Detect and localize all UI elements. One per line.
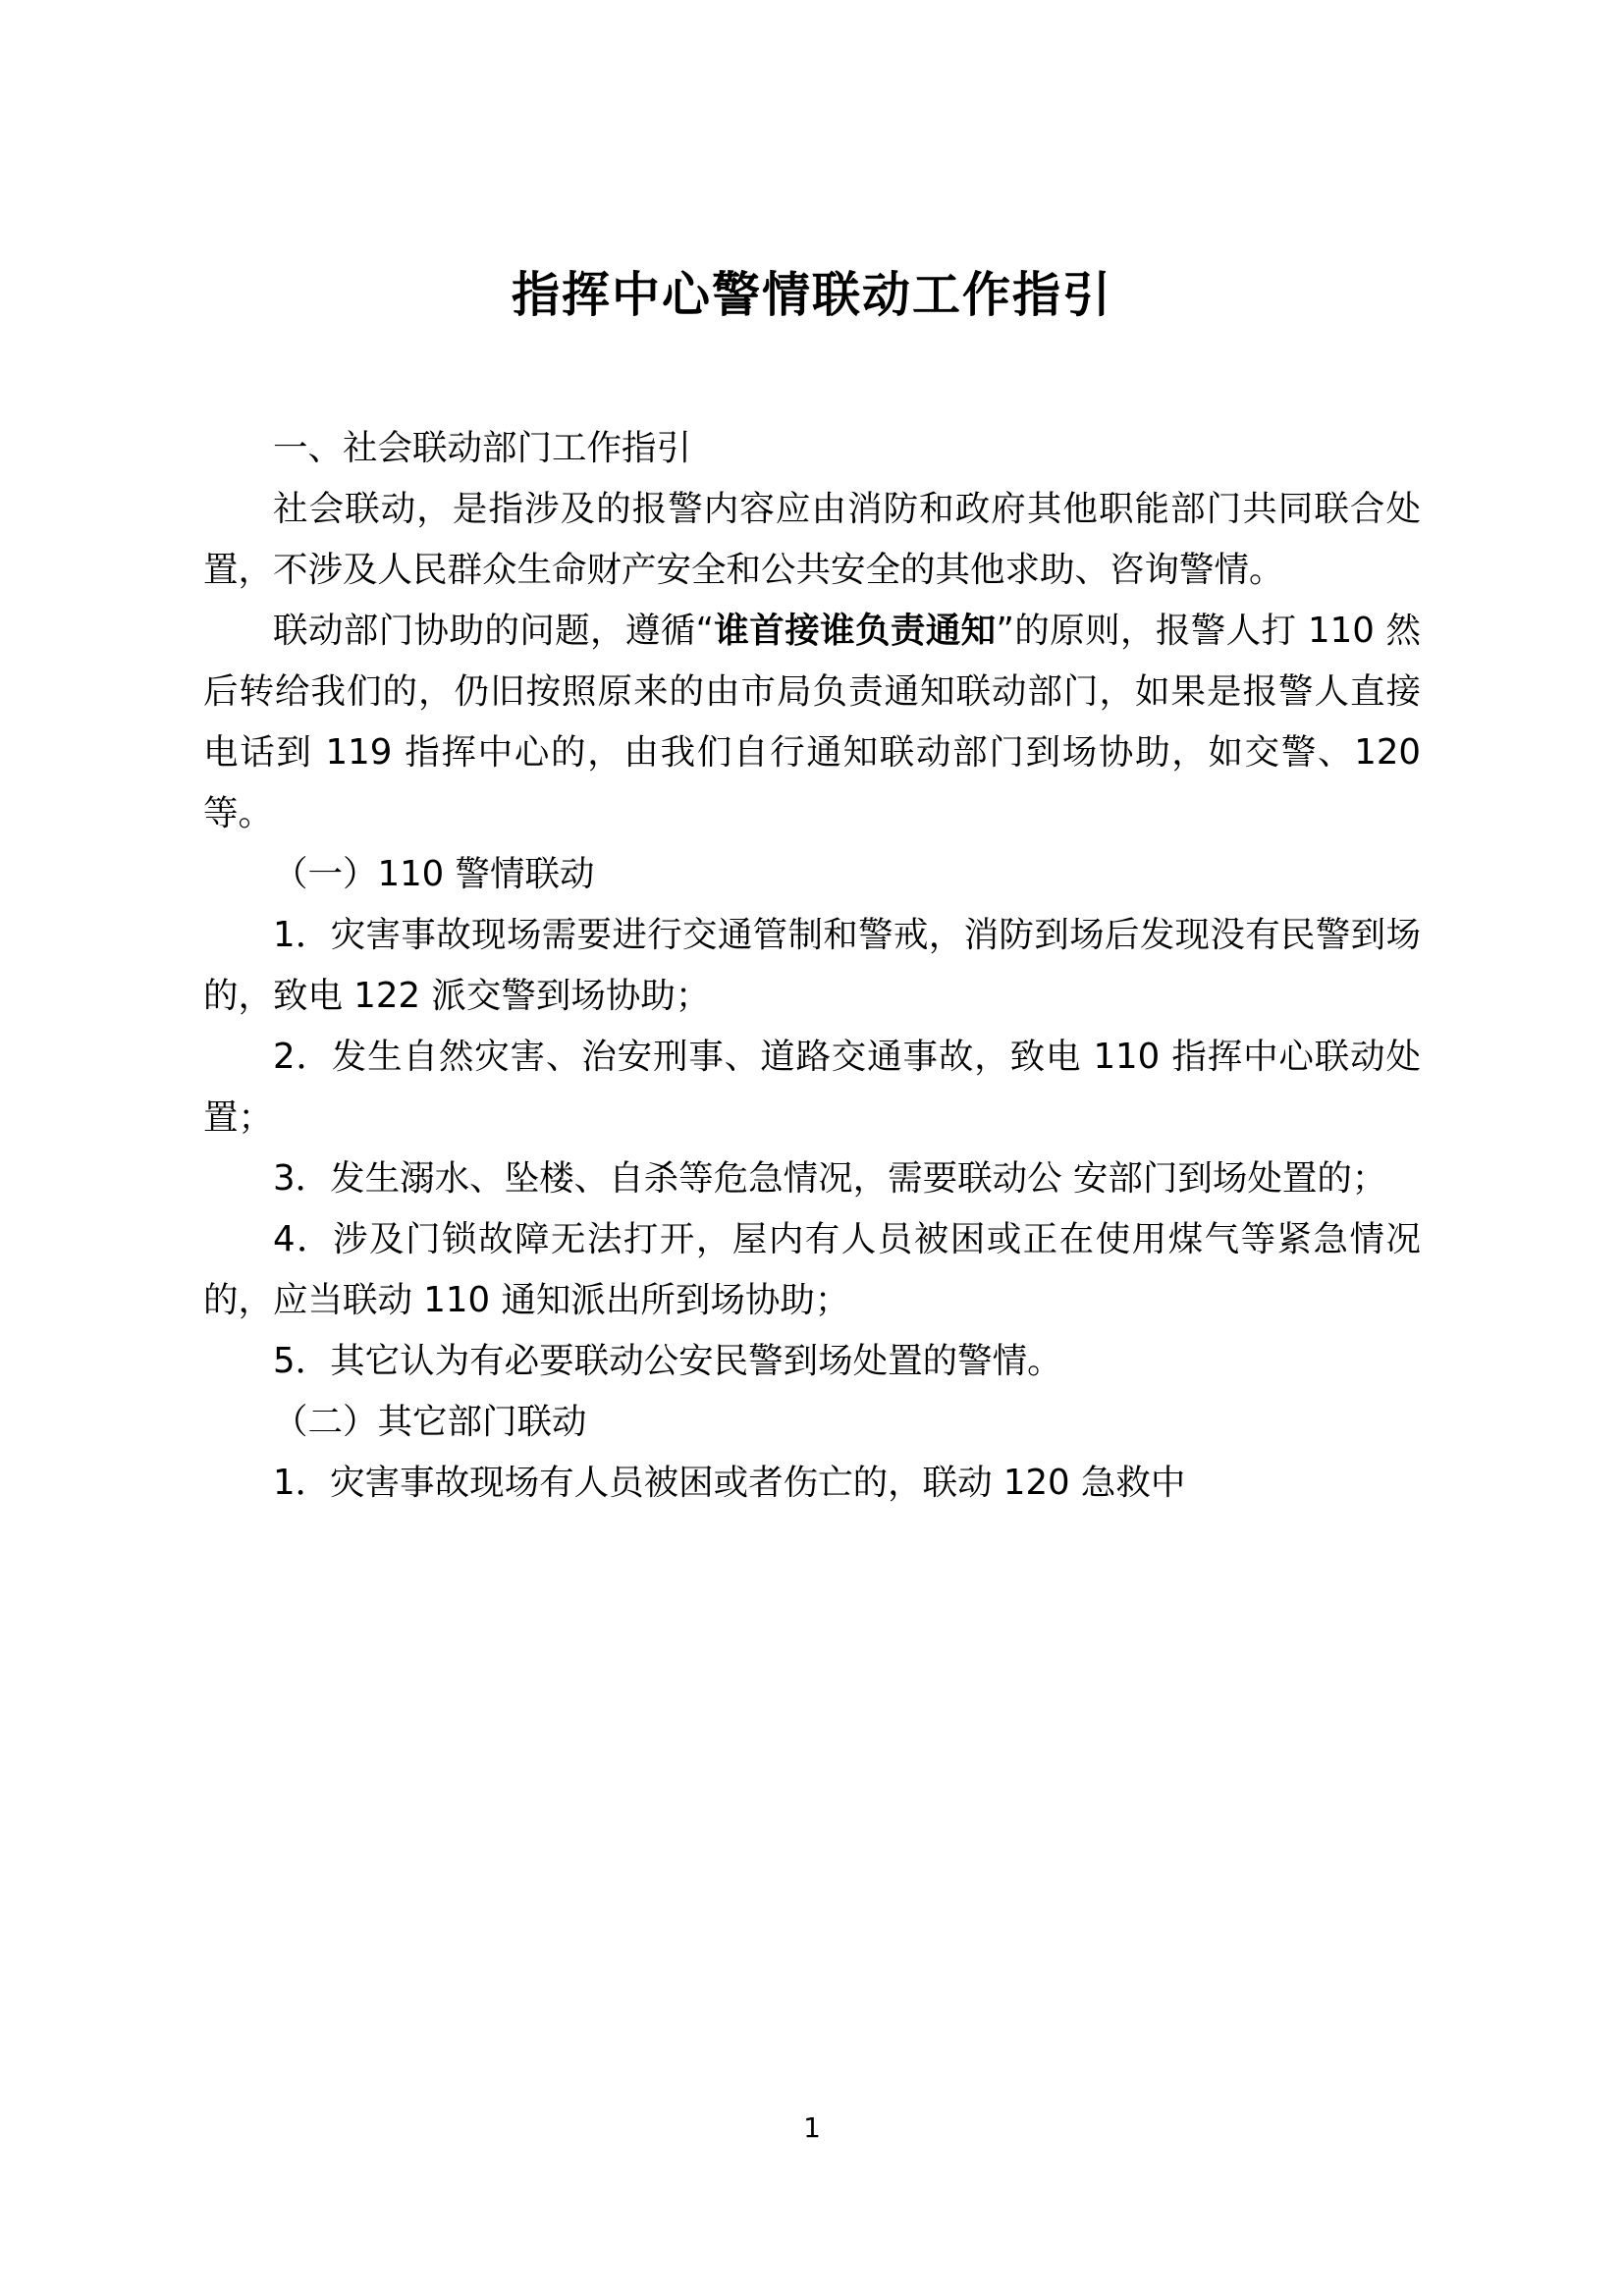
page-number: 1	[803, 2111, 821, 2144]
subsection-heading-110: （一）110 警情联动	[273, 853, 595, 894]
paragraph-social-linkage-definition: 社会联动，是指涉及的报警内容应由消防和政府其他职能部门共同联合处置，不涉及人民群众生命财产安全和公共安全的其他求助、咨询警情。	[203, 488, 1421, 590]
page-content	[203, 0, 1421, 1514]
paragraph-linkage-principle	[203, 601, 1421, 844]
list-item-110-3: 3．发生溺水、坠楼、自杀等危急情况，需要联动公 安部门到场处置的；	[273, 1157, 1387, 1199]
list-item-110-2: 2．发生自然灾害、治安刑事、道路交通事故，致电 110 指挥中心联动处置；	[203, 1036, 1421, 1138]
list-item-other-1: 1．灾害事故现场有人员被困或者伤亡的，联动 120 急救中	[273, 1462, 1186, 1503]
linkage-principle-part2: ”的原则，报警人打 110 然后转给我们的，仍旧按照原来的由市局负责通知联动部门，如果是报警人直接电话到 119 指挥中心的，由我们自行通知联动部门到场协助，如交警、120 等。	[203, 610, 1421, 833]
list-item-110-5: 5．其它认为有必要联动公安民警到场处置的警情。	[273, 1340, 1062, 1381]
section-heading-1: 一、社会联动部门工作指引	[273, 427, 692, 468]
list-item-110-4: 4．涉及门锁故障无法打开，屋内有人员被困或正在使用煤气等紧急情况的，应当联动 110 通知派出所到场协助；	[203, 1218, 1421, 1320]
subsection-heading-other: （二）其它部门联动	[273, 1401, 587, 1442]
page-title: 指挥中心警情联动工作指引	[511, 267, 1112, 323]
linkage-principle-emphasis: 谁首接谁负责通知	[714, 610, 997, 651]
list-item-110-1: 1．灾害事故现场需要进行交通管制和警戒，消防到场后发现没有民警到场的，致电 122 派交警到场协助；	[203, 914, 1421, 1016]
linkage-principle-part1: 联动部门协助的问题，遵循“	[273, 610, 715, 651]
